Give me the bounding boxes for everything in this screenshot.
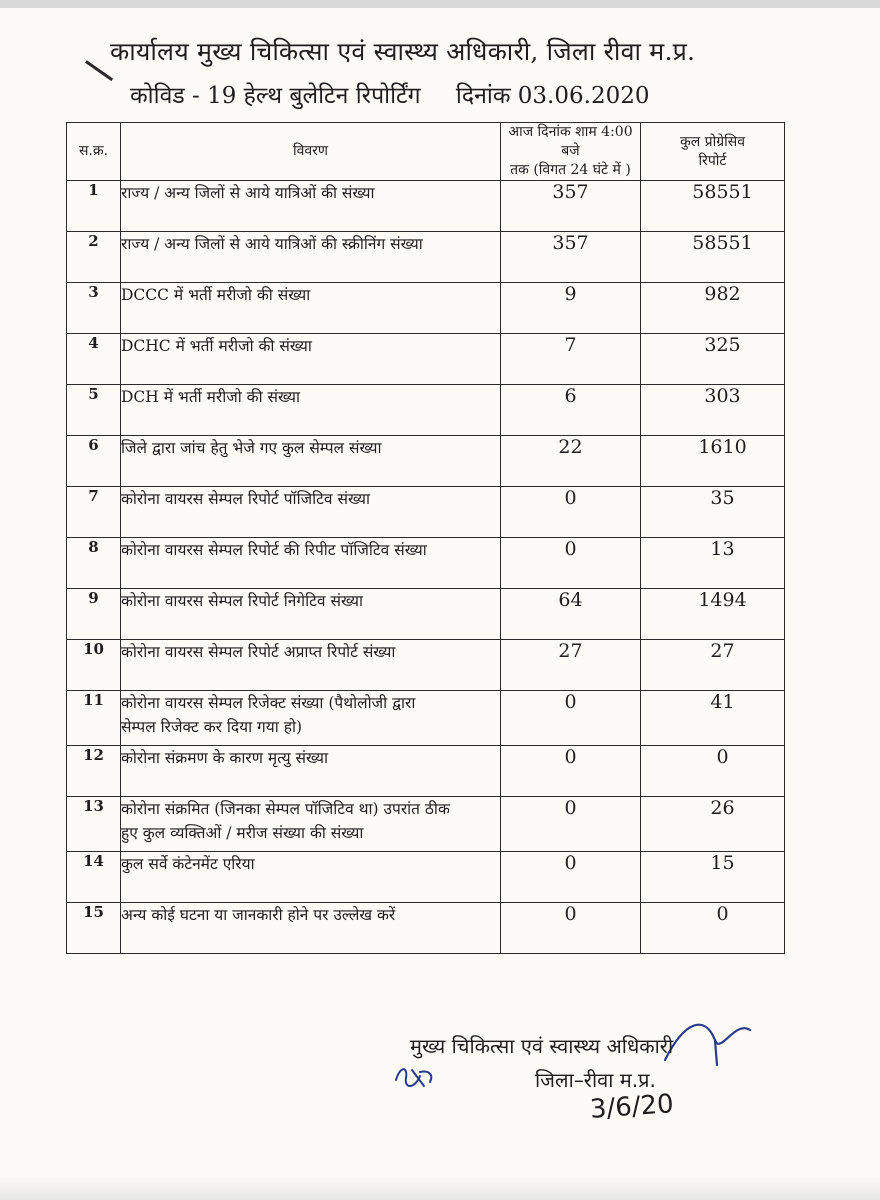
- row-description-line1: DCH में भर्ती मरीजो की संख्या: [121, 388, 301, 406]
- row-today-value: 0: [501, 903, 641, 954]
- row-today-value: 0: [501, 538, 641, 589]
- row-description: [121, 903, 501, 954]
- row-serial: 13: [67, 797, 121, 852]
- row-description-line2: सेम्पल रिजेक्ट कर दिया गया हो): [121, 718, 303, 736]
- row-description: [121, 232, 501, 283]
- row-serial: 5: [67, 385, 121, 436]
- row-today-value: 0: [501, 746, 641, 797]
- row-cumulative-value: 41: [641, 691, 785, 746]
- table-row: [67, 852, 785, 903]
- bulletin-title: कोविड - 19 हेल्थ बुलेटिन रिपोर्टिंग: [130, 83, 421, 109]
- row-cumulative-value: 13: [641, 538, 785, 589]
- signature-date: 3/6/20: [589, 1089, 675, 1125]
- table-row: [67, 589, 785, 640]
- row-cumulative-value: 58551: [641, 232, 785, 283]
- row-cumulative-value: 982: [641, 283, 785, 334]
- row-today-value: 9: [501, 283, 641, 334]
- row-cumulative-value: 325: [641, 334, 785, 385]
- row-cumulative-value: 58551: [641, 181, 785, 232]
- row-description-line1: राज्य / अन्य जिलों से आये यात्रिओं की संख्या: [121, 184, 375, 202]
- row-cumulative-value: 303: [641, 385, 785, 436]
- col-header-cumulative-line1: कुल प्रोग्रेसिव: [679, 133, 746, 150]
- row-serial: 3: [67, 283, 121, 334]
- row-serial: 11: [67, 691, 121, 746]
- table-row: [67, 797, 785, 852]
- row-description: [121, 334, 501, 385]
- scan-bottom-edge: [0, 1175, 880, 1200]
- row-description-line1: राज्य / अन्य जिलों से आये यात्रिओं की स्क्रीनिंग संख्या: [121, 235, 423, 253]
- report-date: दिनांक 03.06.2020: [455, 83, 650, 109]
- row-today-value: 22: [501, 436, 641, 487]
- col-header-today-line2: तक (विगत 24 घंटे में ): [510, 162, 631, 178]
- row-serial: 1: [67, 181, 121, 232]
- col-header-cumulative-line2: रिपोर्ट: [698, 152, 727, 169]
- row-cumulative-value: 26: [641, 797, 785, 852]
- table-row: [67, 746, 785, 797]
- col-header-cumulative: [641, 123, 785, 181]
- row-description-line1: DCHC में भर्ती मरीजो की संख्या: [121, 337, 312, 355]
- table-row: [67, 283, 785, 334]
- row-description-line2: हुए कुल व्यक्तिओं / मरीज संख्या की संख्या: [121, 824, 364, 842]
- row-description-line1: कोरोना वायरस सेम्पल रिपोर्ट पॉजिटिव संख्या: [121, 490, 371, 508]
- row-description: [121, 181, 501, 232]
- row-description: [121, 640, 501, 691]
- row-description: [121, 283, 501, 334]
- table-row: [67, 334, 785, 385]
- row-description-line1: कुल सर्वे कंटेनमेंट एरिया: [121, 855, 255, 873]
- row-description: [121, 746, 501, 797]
- row-serial: 10: [67, 640, 121, 691]
- col-header-description: विवरण: [121, 123, 501, 181]
- row-serial: 8: [67, 538, 121, 589]
- table-row: [67, 232, 785, 283]
- pen-mark: [85, 60, 113, 81]
- signatory-place: जिला–रीवा म.प्र.: [535, 1068, 656, 1092]
- row-today-value: 0: [501, 852, 641, 903]
- row-today-value: 0: [501, 797, 641, 852]
- table-row: [67, 640, 785, 691]
- col-header-serial: स.क्र.: [67, 123, 121, 181]
- row-today-value: 7: [501, 334, 641, 385]
- row-description-line1: अन्य कोई घटना या जानकारी होने पर उल्लेख करें: [121, 906, 396, 924]
- row-serial: 4: [67, 334, 121, 385]
- table-row: [67, 385, 785, 436]
- row-description: [121, 691, 501, 746]
- bulletin-table: [66, 122, 785, 954]
- col-header-today-line1: आज दिनांक शाम 4:00 बजे: [508, 124, 633, 159]
- row-description: [121, 487, 501, 538]
- row-description: [121, 385, 501, 436]
- row-today-value: 357: [501, 181, 641, 232]
- row-today-value: 27: [501, 640, 641, 691]
- row-description-line1: कोरोना वायरस सेम्पल रिपोर्ट निगेटिव संख्या: [121, 592, 364, 610]
- table-row: [67, 436, 785, 487]
- col-header-today: [501, 123, 641, 181]
- row-today-value: 0: [501, 691, 641, 746]
- initials-mark: [390, 1060, 440, 1094]
- row-today-value: 0: [501, 487, 641, 538]
- row-cumulative-value: 35: [641, 487, 785, 538]
- table-row: [67, 538, 785, 589]
- bulletin-title-line: [130, 78, 690, 110]
- table-row: [67, 903, 785, 954]
- row-cumulative-value: 15: [641, 852, 785, 903]
- row-description-line1: DCCC में भर्ती मरीजो की संख्या: [121, 286, 311, 304]
- row-description-line1: कोरोना वायरस सेम्पल रिजेक्ट संख्या (पैथोलोजी द्वारा: [121, 694, 416, 712]
- row-serial: 9: [67, 589, 121, 640]
- row-serial: 2: [67, 232, 121, 283]
- row-today-value: 6: [501, 385, 641, 436]
- row-description: [121, 852, 501, 903]
- row-description-line1: कोरोना संक्रमित (जिनका सेम्पल पॉजिटिव था) उपरांत ठीक: [121, 800, 450, 818]
- row-description: [121, 538, 501, 589]
- row-cumulative-value: 1610: [641, 436, 785, 487]
- table-row: [67, 181, 785, 232]
- table-row: [67, 487, 785, 538]
- row-description-line1: कोरोना वायरस सेम्पल रिपोर्ट अप्राप्त रिपोर्ट संख्या: [121, 643, 396, 661]
- scan-edge: [0, 0, 880, 8]
- office-title: कार्यालय मुख्य चिकित्सा एवं स्वास्थ्य अधिकारी, जिला रीवा म.प्र.: [110, 37, 696, 66]
- row-description-line1: कोरोना संक्रमण के कारण मृत्यु संख्या: [121, 749, 329, 767]
- row-serial: 14: [67, 852, 121, 903]
- row-today-value: 357: [501, 232, 641, 283]
- row-description: [121, 589, 501, 640]
- row-cumulative-value: 1494: [641, 589, 785, 640]
- row-serial: 12: [67, 746, 121, 797]
- row-description: [121, 797, 501, 852]
- row-description: [121, 436, 501, 487]
- row-serial: 15: [67, 903, 121, 954]
- row-serial: 6: [67, 436, 121, 487]
- row-today-value: 64: [501, 589, 641, 640]
- table-row: [67, 691, 785, 746]
- signatory-title: मुख्य चिकित्सा एवं स्वास्थ्य अधिकारी: [410, 1034, 674, 1058]
- row-cumulative-value: 0: [641, 746, 785, 797]
- table-header-row: [67, 123, 785, 181]
- row-serial: 7: [67, 487, 121, 538]
- row-cumulative-value: 27: [641, 640, 785, 691]
- row-description-line1: जिले द्वारा जांच हेतु भेजे गए कुल सेम्पल संख्या: [121, 439, 382, 457]
- row-cumulative-value: 0: [641, 903, 785, 954]
- row-description-line1: कोरोना वायरस सेम्पल रिपोर्ट की रिपीट पॉजिटिव संख्या: [121, 541, 427, 559]
